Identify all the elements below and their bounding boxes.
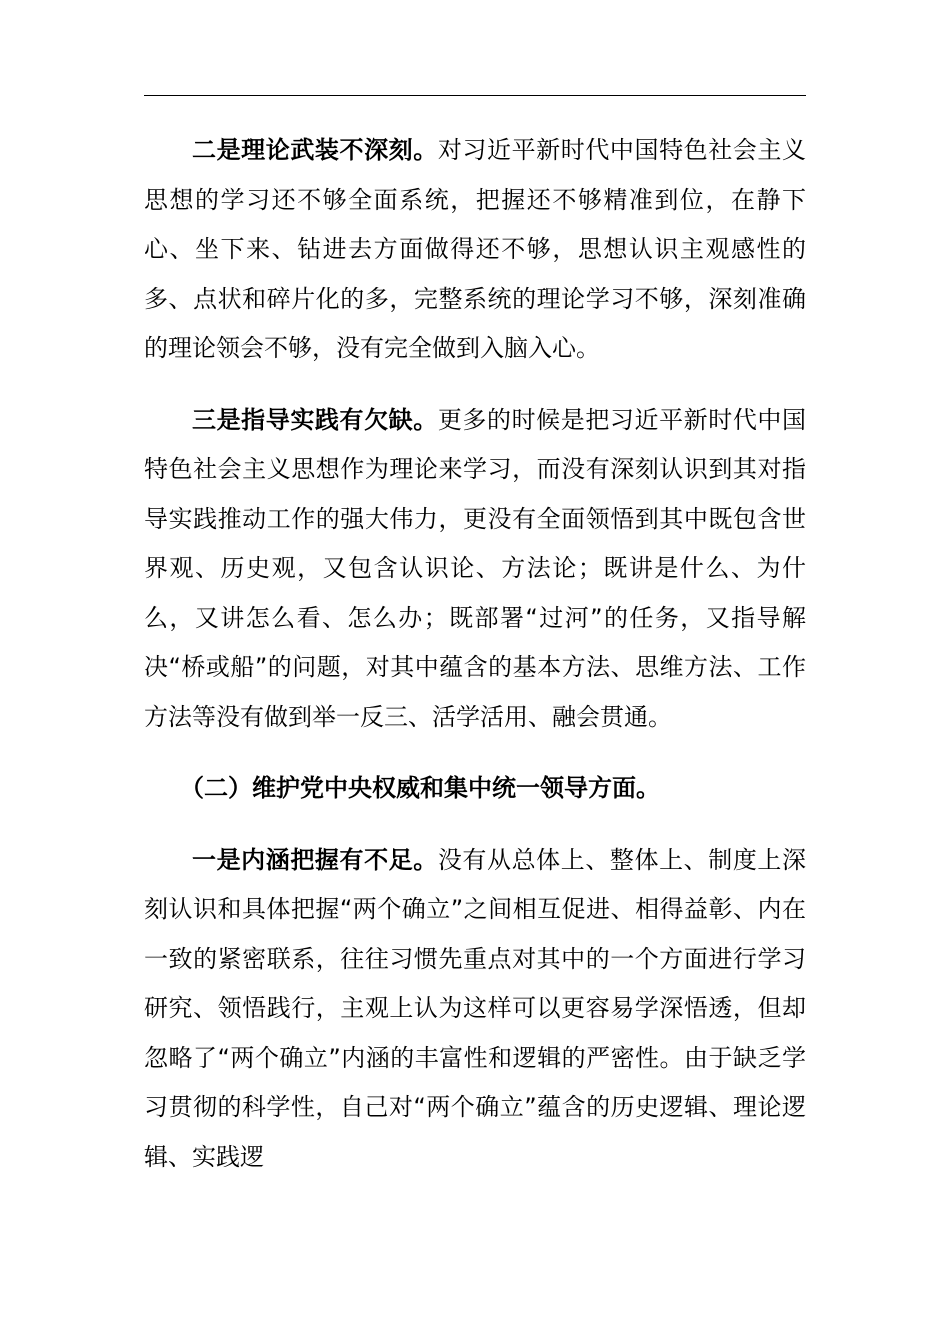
paragraph-lead: 一是内涵把握有不足。 [192, 845, 438, 874]
paragraph-lead: 二是理论武装不深刻。 [192, 136, 438, 164]
paragraph-text: 没有从总体上、整体上、制度上深刻认识和具体把握“两个确立”之间相互促进、相得益彰、内在一致的紧密联系，往往习惯先重点对其中的一个方面进行学习研究、领悟践行，主观上认为这样可以更容易学深悟透，但却忽略了“两个确立”内涵的丰富性和逻辑的严密性。由于缺乏学习贯彻的科学性，自己对“两个确立”蕴含的历史逻辑、理论逻辑、实践逻 [144, 845, 807, 1171]
paragraph-guiding-practice [144, 396, 806, 743]
header-rule [144, 95, 806, 96]
paragraph-text: 更多的时候是把习近平新时代中国特色社会主义思想作为理论来学习，而没有深刻认识到其对指导实践推动工作的强大伟力，更没有全面领悟到其中既包含世界观、历史观，又包含认识论、方法论；既讲是什么、为什么，又讲怎么看、怎么办；既部署“过河”的任务，又指导解决“桥或船”的问题，对其中蕴含的基本方法、思维方法、工作方法等没有做到举一反三、活学活用、融会贯通。 [144, 405, 807, 731]
paragraph-lead: 三是指导实践有欠缺。 [192, 405, 438, 434]
section-heading: （二）维护党中央权威和集中统一领导方面。 [180, 774, 660, 802]
document-body [144, 126, 806, 1182]
paragraph-theory-armament [144, 126, 806, 374]
paragraph-connotation-grasp [144, 836, 806, 1183]
paragraph-text: 对习近平新时代中国特色社会主义思想的学习还不够全面系统，把握还不够精准到位，在静下心、坐下来、钻进去方面做得还不够，思想认识主观感性的多、点状和碎片化的多，完整系统的理论学习不够，深刻准确的理论领会不够，没有完全做到入脑入心。 [144, 136, 807, 362]
